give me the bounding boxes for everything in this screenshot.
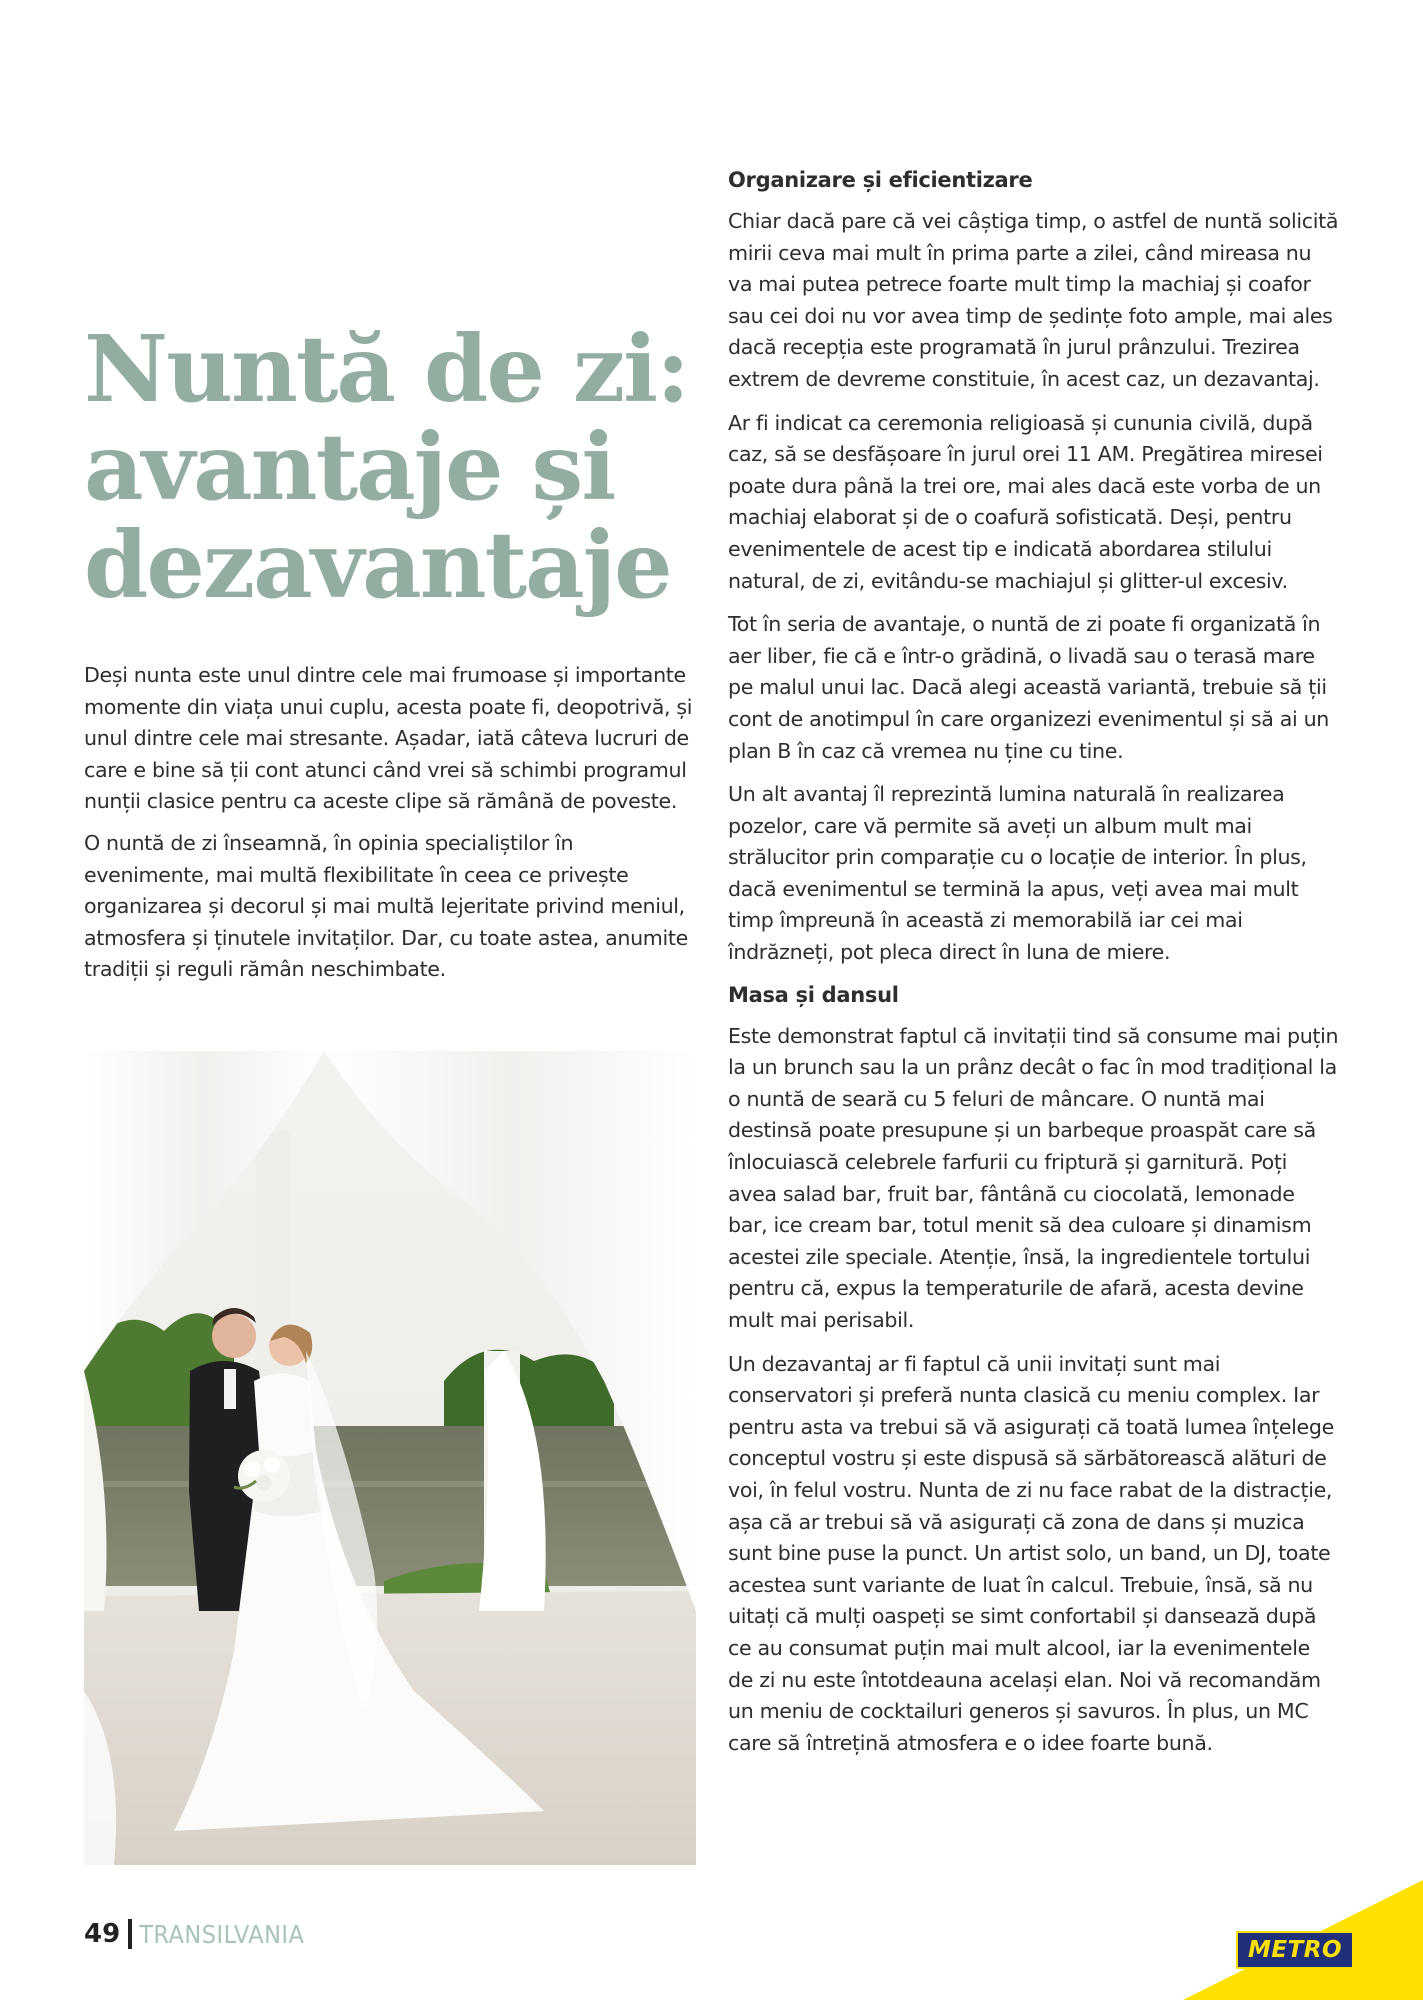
intro-paragraph-2: O nuntă de zi înseamnă, în opinia specialiștilor în evenimente, mai multă flexibilitate în ceea ce privește organizarea și decorul și mai multă lejeritate privind meniul, atmosfera și ținutele invitaților. Dar, cu toate astea, anumite tradiții și reguli rămân neschimbate. — [84, 830, 688, 982]
title-line-2: avantaje și — [84, 413, 615, 521]
page-title — [84, 315, 704, 619]
metro-logo — [1236, 1931, 1354, 1969]
title-line-1: Nuntă de zi: — [84, 315, 689, 423]
organizare-paragraph-3: Tot în seria de avantaje, o nuntă de zi poate fi organizată în aer liber, fie că e într-o grădină, o livadă sau o terasă mare pe malul unui lac. Dacă alegi această variantă, trebuie să ții cont de anotimpul în care organizezi evenimentul și să ai un plan B în caz că vremea nu ține cu tine. — [728, 612, 1329, 763]
masa-paragraph-1: Este demonstrat faptul că invitații tind să consume mai puțin la un brunch sau la un prânz decât o fac în mod tradițional la o nuntă de seară cu 5 feluri de mâncare. O nuntă mai destinsă poate presupune și un barbeque proaspăt care să înlocuiască celebrele farfurii cu friptură și garnitură. Poți avea salad bar, fruit bar, fântână cu ciocolată, lemonade bar, ice cream bar, totul menit să dea culoare și dinamism acestei zile speciale. Atenție, însă, la ingredientele tortului pentru că, expus la temperaturile de afară, acesta devine mult mai perisabil. — [728, 1023, 1339, 1332]
section-name: TRANSILVANIA — [139, 1919, 305, 1949]
wedding-couple-photo — [84, 1051, 696, 1865]
footer-separator — [128, 1919, 132, 1949]
section-heading-masa: Masa și dansul — [728, 982, 899, 1007]
title-line-3: dezavantaje — [84, 511, 671, 619]
page-footer — [84, 1917, 304, 1951]
intro-text — [84, 660, 694, 996]
masa-paragraph-2: Un dezavantaj ar fi faptul că unii invitați sunt mai conservatori și preferă nunta clasică cu meniu complex. Iar pentru asta va trebui să vă asigurați că toată lumea înțelege conceptul vostru și este dispusă să sărbătorească alături de voi, în felul vostru. Nunta de zi nu face rabat de la distracție, așa că ar trebui să vă asigurați că zona de dans și muzica sunt bine puse la punct. Un artist solo, un band, un DJ, toate acestea sunt variante de luat în calcul. Trebuie, însă, să nu uitați că mulți oaspeți se simt confortabil și dansează după ce au consumat puțin mai mult alcool, iar la evenimentele de zi nu este întotdeauna același elan. Noi vă recomandăm un meniu de cocktailuri generos și savuros. În plus, un MC care să întrețină atmosfera e o idee foarte bună. — [728, 1351, 1334, 1755]
article-body — [728, 166, 1340, 1771]
organizare-paragraph-4: Un alt avantaj îl reprezintă lumina naturală în realizarea pozelor, care vă permite să aveți un album mult mai strălucitor prin comparație cu o locație de interior. În plus, dacă evenimentul se termină la apus, veți avea mai mult timp împreună în această zi memorabilă iar cei mai îndrăzneți, pot pleca direct în luna de miere. — [728, 782, 1307, 965]
section-heading-organizare: Organizare și eficientizare — [728, 168, 1033, 192]
metro-logo-text: METRO — [1247, 1937, 1343, 1963]
organizare-paragraph-2: Ar fi indicat ca ceremonia religioasă și cununia civilă, după caz, să se desfășoare în jurul orei 11 AM. Pregătirea miresei poate dura până la trei ore, mai ales dacă este vorba de un machiaj elaborat și de o coafură sofisticată. Deși, pentru evenimentele de acest tip e indicată abordarea stilului natural, de zi, evitându-se machiajul și glitter-ul excesiv. — [728, 410, 1323, 593]
wedding-photo-illustration — [84, 1051, 696, 1865]
intro-paragraph-1: Deși nunta este unul dintre cele mai frumoase și importante momente din viața unui cuplu, acesta poate fi, deopotrivă, și unul dintre cele mai stresante. Așadar, iată câteva lucruri de care e bine să ții cont atunci când vrei să schimbi programul nunții clasice pentru ca aceste clipe să rămână de poveste. — [84, 663, 693, 814]
organizare-paragraph-1: Chiar dacă pare că vei câștiga timp, o astfel de nuntă solicită mirii ceva mai mult în prima parte a zilei, când mireasa nu va mai putea petrece foarte mult timp la machiaj și coafor sau cei doi nu vor avea timp de ședințe foto ample, mai ales dacă recepția este programată în jurul prânzului. Trezirea extrem de devreme constituie, în acest caz, un dezavantaj. — [728, 209, 1339, 391]
page-number: 49 — [84, 1919, 121, 1949]
